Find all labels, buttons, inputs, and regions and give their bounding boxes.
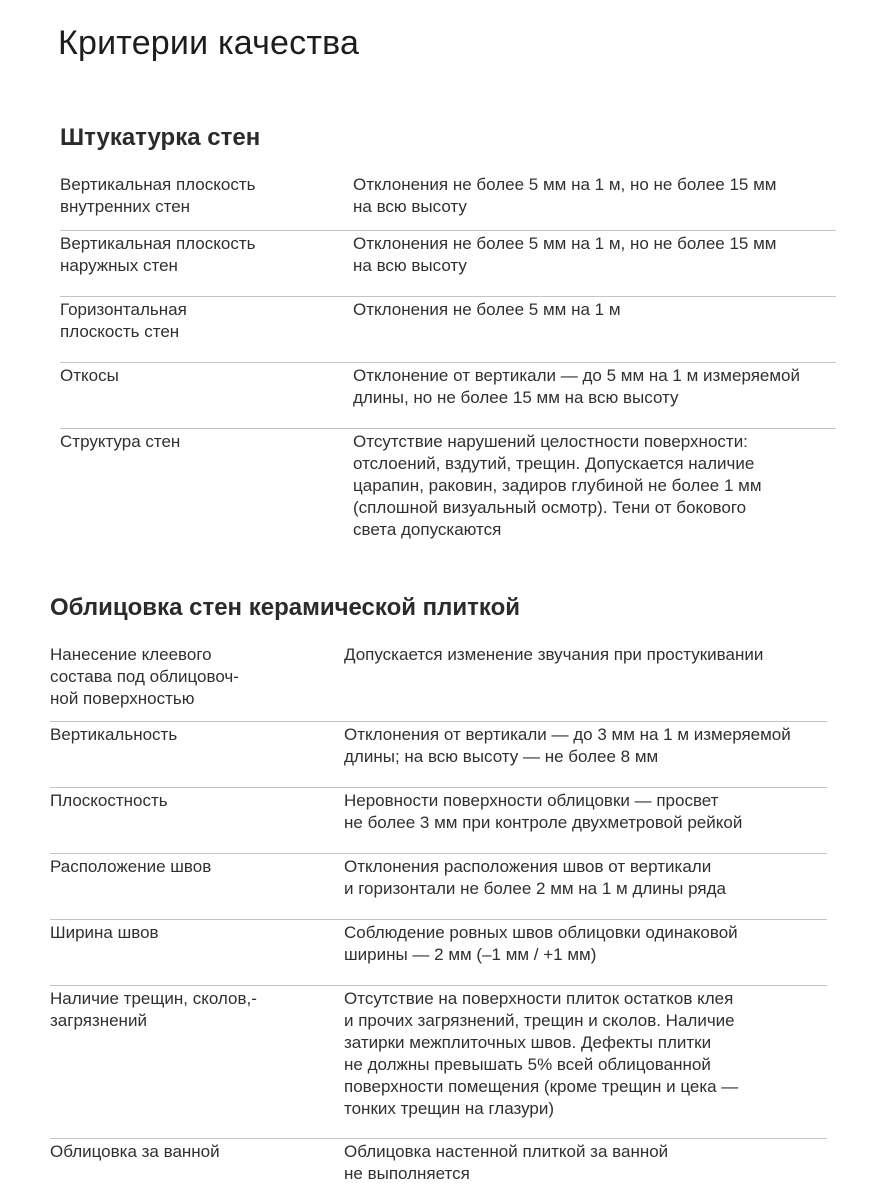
criterion-label: Вертикальная плоскость наружных стен <box>60 234 256 275</box>
criterion-label: Вертикальная плоскость внутренних стен <box>60 175 256 216</box>
criterion-label: Наличие трещин, сколов,- загрязнений <box>50 989 257 1030</box>
criterion-value: Отклонения не более 5 мм на 1 м, но не более 15 мм на всю высоту <box>353 234 777 275</box>
criterion-value: Отсутствие на поверхности плиток остатков клея и прочих загрязнений, трещин и сколов. Наличие затирки межплиточных швов. Дефекты плитки не должны превышать 5% всей облицованной поверхности помещения (кроме трещин и цека — тонких трещин на глазури) <box>344 989 739 1118</box>
table-row <box>60 429 836 549</box>
criterion-value: Отсутствие нарушений целостности поверхности: отслоений, вздутий, трещин. Допускается наличие царапин, раковин, задиров глубиной не более 1 мм (сплошной визуальный осмотр). Тени от бокового света допускаются <box>353 432 762 539</box>
criterion-label: Горизонтальная плоскость стен <box>60 300 187 341</box>
table-row <box>60 363 836 429</box>
criterion-label: Нанесение клеевого состава под облицовоч- ной поверхностью <box>50 645 239 708</box>
table-row <box>50 788 827 854</box>
table-row <box>60 231 836 297</box>
criterion-value: Облицовка настенной плиткой за ванной не выполняется <box>344 1142 669 1183</box>
criterion-value: Неровности поверхности облицовки — просвет не более 3 мм при контроле двухметровой рейкой <box>344 791 743 832</box>
criterion-label: Облицовка за ванной <box>50 1142 220 1161</box>
criteria-table-plaster <box>60 172 836 549</box>
table-row <box>50 854 827 920</box>
criterion-label: Откосы <box>60 366 119 385</box>
table-row <box>60 172 836 231</box>
criterion-value: Отклонения от вертикали — до 3 мм на 1 м измеряемой длины; на всю высоту — не более 8 мм <box>344 725 791 766</box>
criterion-value: Отклонение от вертикали — до 5 мм на 1 м измеряемой длины, но не более 15 мм на всю высоту <box>353 366 801 407</box>
criterion-label: Плоскостность <box>50 791 168 810</box>
table-row <box>60 297 836 363</box>
table-row <box>50 722 827 788</box>
criterion-value: Отклонения не более 5 мм на 1 м, но не более 15 мм на всю высоту <box>353 175 777 216</box>
criterion-label: Расположение швов <box>50 857 212 876</box>
criterion-label: Структура стен <box>60 432 181 451</box>
section-title-plaster: Штукатурка стен <box>60 124 261 151</box>
criterion-label: Ширина швов <box>50 923 159 942</box>
criteria-table-tiling <box>50 642 827 1199</box>
page-title: Критерии качества <box>58 24 360 62</box>
criterion-value: Соблюдение ровных швов облицовки одинаковой ширины — 2 мм (–1 мм / +1 мм) <box>344 923 738 964</box>
table-row <box>50 642 827 722</box>
criterion-value: Отклонения не более 5 мм на 1 м <box>353 300 621 319</box>
criterion-value: Отклонения расположения швов от вертикали и горизонтали не более 2 мм на 1 м длины ряда <box>344 857 726 898</box>
table-row <box>50 1139 827 1199</box>
criterion-label: Вертикальность <box>50 725 178 744</box>
table-row <box>50 986 827 1139</box>
table-row <box>50 920 827 986</box>
criterion-value: Допускается изменение звучания при простукивании <box>344 645 764 664</box>
section-title-tiling: Облицовка стен керамической плиткой <box>50 594 521 621</box>
